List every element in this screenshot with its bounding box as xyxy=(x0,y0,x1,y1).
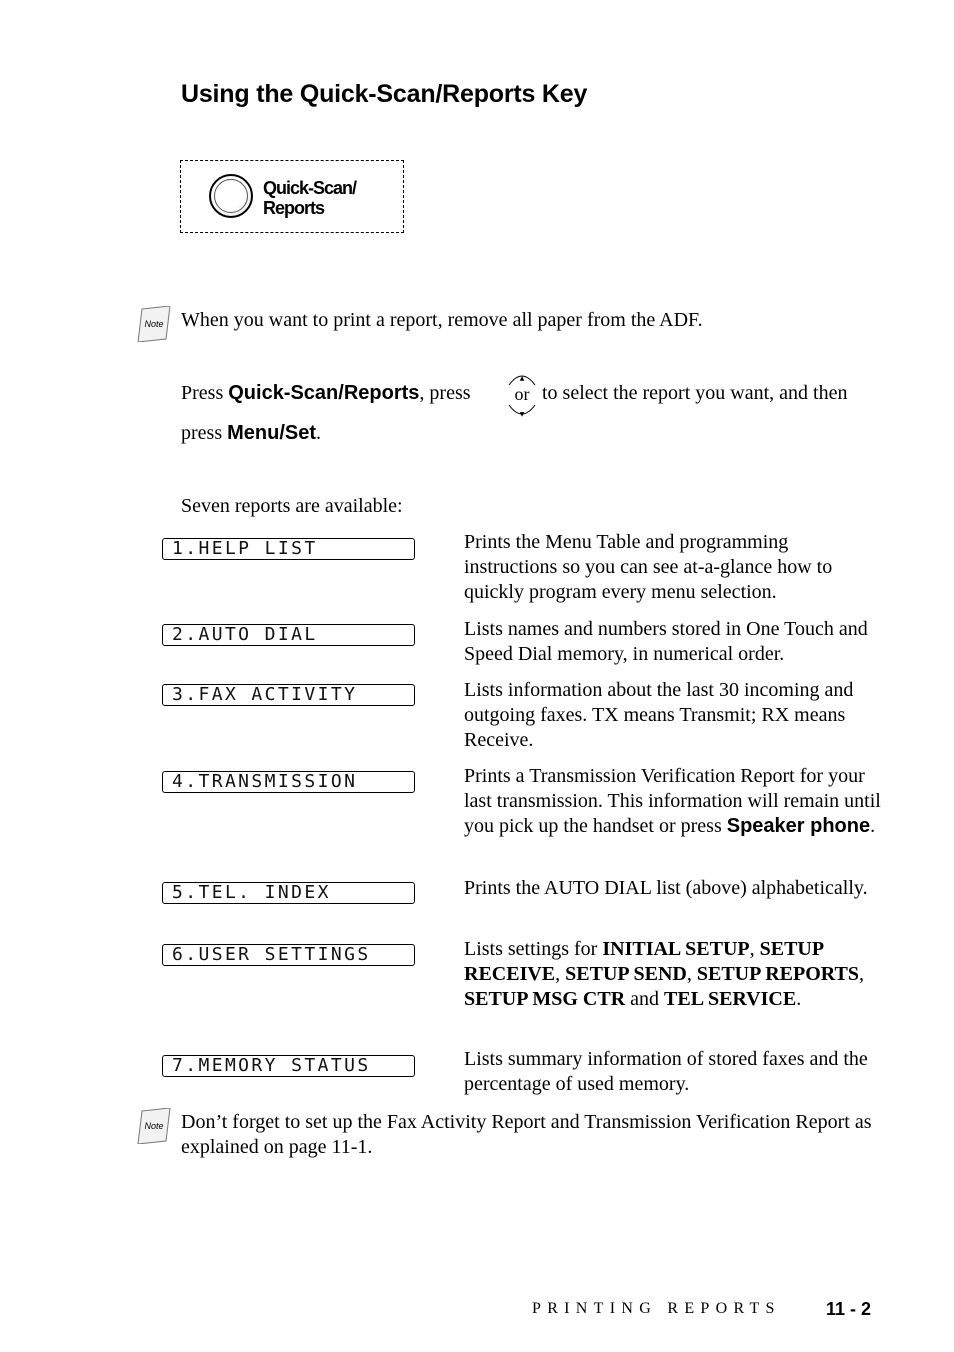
setting-name: TEL SERVICE xyxy=(664,988,797,1010)
instruction-line1 xyxy=(181,381,471,406)
setting-name: SETUP MSG CTR xyxy=(464,988,626,1010)
note-icon xyxy=(136,306,172,342)
setting-name: SETUP REPORTS xyxy=(696,963,859,985)
svg-text:▼: ▼ xyxy=(519,411,525,418)
svg-text:▲: ▲ xyxy=(519,375,525,382)
separator: , xyxy=(555,963,566,985)
lcd-user-settings: 6.USER SETTINGS xyxy=(162,944,415,966)
speaker-phone-key-ref: Speaker phone xyxy=(726,815,871,837)
note-icon-label: Note xyxy=(144,319,164,329)
menu-set-key-ref: Menu/Set xyxy=(227,422,317,444)
desc-text: Lists settings for xyxy=(464,938,603,960)
or-label: or xyxy=(514,384,530,404)
lcd-tel-index: 5.TEL. INDEX xyxy=(162,882,415,904)
note-text-reports: Don’t forget to set up the Fax Activity Report and Transmission Verification Report as explained on page 11-1. xyxy=(181,1111,872,1158)
desc-text: . xyxy=(870,815,876,837)
setting-name: INITIAL SETUP xyxy=(602,938,750,960)
instruction-text: press xyxy=(181,422,228,444)
note-icon xyxy=(136,1108,172,1144)
page-number: 11 - 2 xyxy=(826,1299,872,1319)
separator: , xyxy=(686,963,697,985)
reports-intro: Seven reports are available: xyxy=(181,495,403,517)
note-icon-label: Note xyxy=(144,1121,164,1131)
setting-name: SETUP RECEIVE xyxy=(464,938,823,985)
desc-fax-activity: Lists information about the last 30 incoming and outgoing faxes. TX means Transmit; RX means Receive. xyxy=(464,679,854,751)
separator: , xyxy=(749,938,760,960)
footer-section: PRINTING REPORTS xyxy=(532,1300,781,1317)
instruction-text: Press xyxy=(181,382,229,404)
setting-name: SETUP SEND xyxy=(565,963,687,985)
desc-tel-index: Prints the AUTO DIAL list (above) alphabetically. xyxy=(464,877,868,899)
desc-transmission xyxy=(464,764,884,839)
note-text-adf: When you want to print a report, remove all paper from the ADF. xyxy=(181,309,703,331)
quick-scan-key-illustration xyxy=(180,160,404,233)
instruction-text: , press xyxy=(419,382,471,404)
key-label-line1: Quick-Scan/ xyxy=(263,178,357,198)
instruction-line1-end: to select the report you want, and then xyxy=(542,382,848,404)
quick-scan-key-ref: Quick-Scan/Reports xyxy=(228,382,420,404)
separator: , xyxy=(858,963,864,985)
separator: . xyxy=(796,988,802,1010)
quick-scan-button-icon xyxy=(209,174,253,218)
up-down-arrow-icon xyxy=(505,371,539,419)
lcd-transmission: 4.TRANSMISSION xyxy=(162,771,415,793)
desc-help-list: Prints the Menu Table and programming instructions so you can see at-a-glance how to quickly program every menu selection. xyxy=(464,531,833,603)
desc-text: Prints a Transmission Verification Report for your last transmission. This information will remain until you pick up the handset or press xyxy=(464,765,881,837)
lcd-fax-activity: 3.FAX ACTIVITY xyxy=(162,684,415,706)
lcd-auto-dial: 2.AUTO DIAL xyxy=(162,624,415,646)
desc-auto-dial: Lists names and numbers stored in One Touch and Speed Dial memory, in numerical order. xyxy=(464,618,868,665)
lcd-memory-status: 7.MEMORY STATUS xyxy=(162,1055,415,1077)
separator: and xyxy=(625,988,665,1010)
instruction-text: . xyxy=(316,422,322,444)
key-label xyxy=(263,178,356,218)
desc-memory-status: Lists summary information of stored faxes and the percentage of used memory. xyxy=(464,1048,868,1095)
key-label-line2: Reports xyxy=(263,198,325,218)
page-title: Using the Quick-Scan/Reports Key xyxy=(181,80,588,108)
desc-user-settings xyxy=(464,937,884,1012)
instruction-line2 xyxy=(181,421,321,446)
lcd-help-list: 1.HELP LIST xyxy=(162,538,415,560)
